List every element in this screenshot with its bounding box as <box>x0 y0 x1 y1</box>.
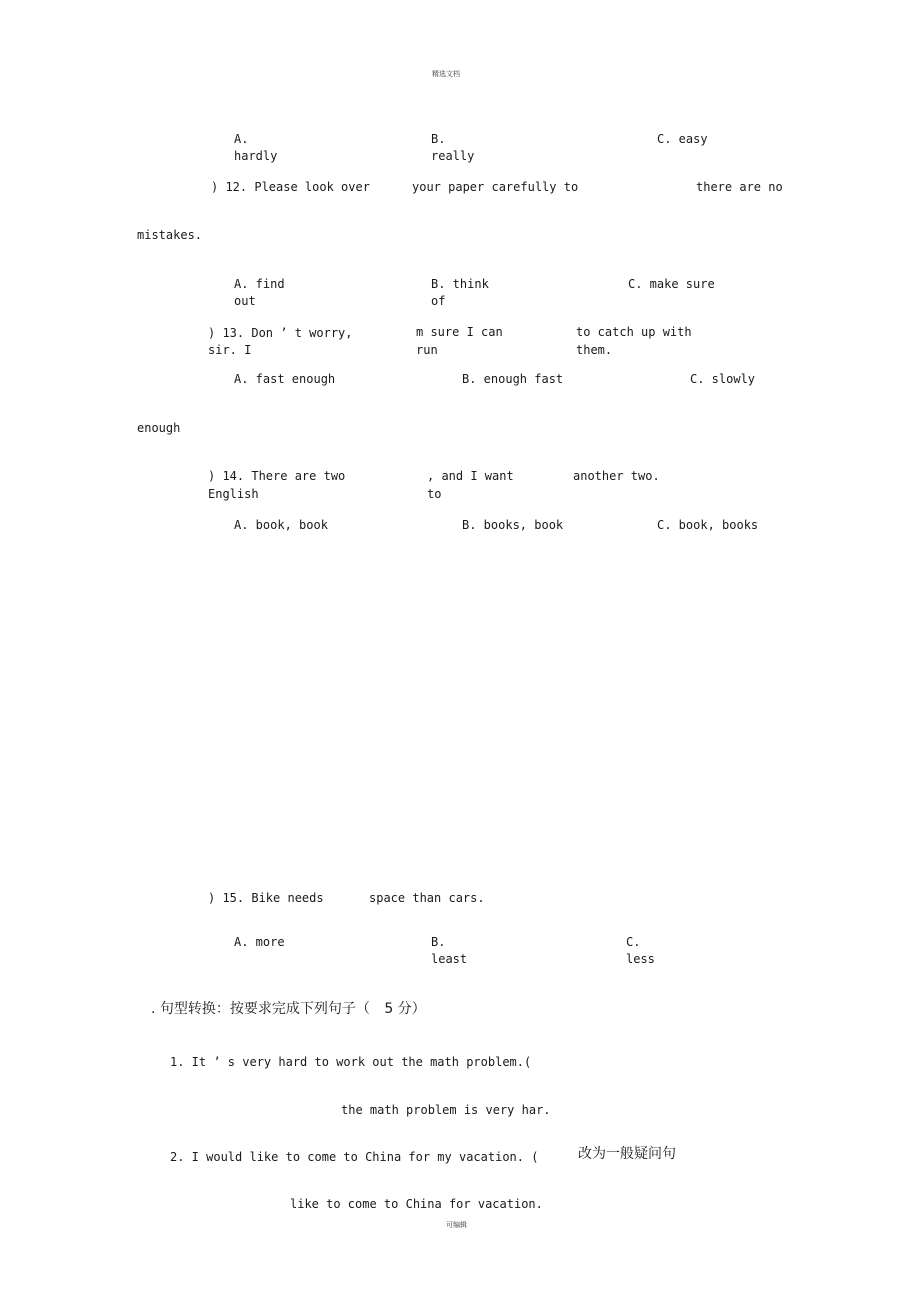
q15-option-b: B. <box>431 935 446 949</box>
q12-stem-continued: mistakes. <box>137 228 203 242</box>
q15-stem-end: space than cars. <box>369 891 485 905</box>
q14-option-a: A. book, book <box>234 518 328 532</box>
q15-option-b-text: least <box>431 952 468 966</box>
section-score: 5 分） <box>384 1001 426 1017</box>
q15-stem-start: ) 15. Bike needs <box>208 891 324 905</box>
sentence-1: 1. It ’ s very hard to work out the math problem.( <box>170 1055 532 1069</box>
q13-option-c-continued: enough <box>137 421 181 435</box>
q15-option-a: A. more <box>234 935 285 949</box>
q11-option-b: B. <box>431 132 446 146</box>
q13-stem-middle-line2: run <box>416 343 438 357</box>
q13-option-b: B. enough fast <box>462 372 564 386</box>
q14-option-c: C. book, books <box>657 518 759 532</box>
q14-stem-end: another two. <box>573 469 660 483</box>
q14-stem-middle-line2: to <box>427 487 442 501</box>
q14-option-b: B. books, book <box>462 518 564 532</box>
sentence-2-instruction: 改为一般疑问句 <box>578 1146 676 1162</box>
section-heading <box>151 1001 426 1018</box>
q13-stem-start-line2: sir. I <box>208 343 252 357</box>
page-header: 精选文档 <box>432 70 460 78</box>
q12-stem-end: there are no <box>696 180 783 194</box>
q11-option-a: A. <box>234 132 249 146</box>
q13-option-c: C. slowly <box>690 372 756 386</box>
q15-option-c: C. <box>626 935 641 949</box>
q13-stem-end-line2: them. <box>576 343 613 357</box>
section-prefix: . <box>151 1001 156 1017</box>
q13-option-a: A. fast enough <box>234 372 336 386</box>
page-footer: 可编辑 <box>446 1221 467 1229</box>
q13-stem-start: ) 13. Don ’ t worry, <box>208 326 353 340</box>
q13-stem-middle: m sure I can <box>416 325 503 339</box>
q12-stem-middle: your paper carefully to <box>412 180 579 194</box>
q15-option-c-text: less <box>626 952 655 966</box>
q12-option-c: C. make sure <box>628 277 715 291</box>
section-title: 句型转换：按要求完成下列句子（ <box>159 1001 370 1017</box>
q12-option-a: A. find <box>234 277 285 291</box>
q12-stem-start: ) 12. Please look over <box>211 180 370 194</box>
q14-stem-start-line2: English <box>208 487 259 501</box>
q14-stem-middle: , and I want <box>427 469 514 483</box>
q12-option-b: B. think <box>431 277 489 291</box>
sentence-2-answer: like to come to China for vacation. <box>290 1197 543 1211</box>
q12-option-a-text: out <box>234 294 256 308</box>
q14-stem-start: ) 14. There are two <box>208 469 346 483</box>
sentence-1-answer: the math problem is very har. <box>341 1103 551 1117</box>
sentence-2: 2. I would like to come to China for my vacation. ( <box>170 1150 539 1164</box>
q11-option-c: C. easy <box>657 132 708 146</box>
q12-option-b-text: of <box>431 294 446 308</box>
q13-stem-end: to catch up with <box>576 325 692 339</box>
q11-option-a-text: hardly <box>234 149 278 163</box>
q11-option-b-text: really <box>431 149 475 163</box>
